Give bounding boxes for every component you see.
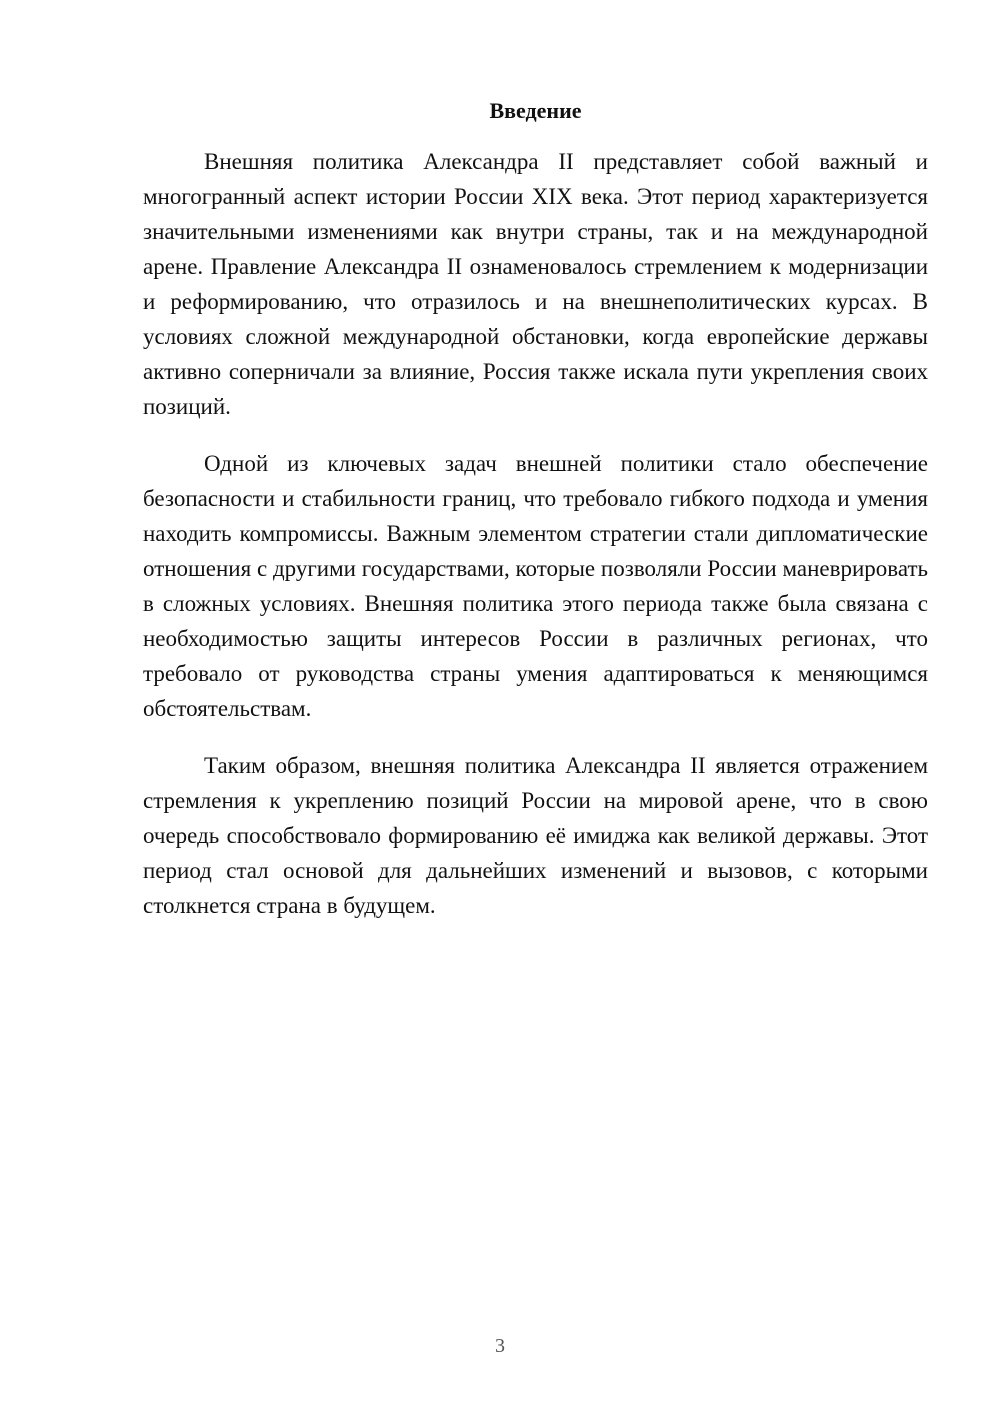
paragraph-2: Одной из ключевых задач внешней политики стало обеспечение безопасности и стабильности границ, что требовало гибкого подхода и умения находить компромиссы. Важным элементом стратегии стали дипломатические отношения с другими государствами, которые позволяли России маневрировать в сложных условиях. Внешняя политика этого периода также была связана с необходимостью защиты интересов России в различных регионах, что требовало от руководства страны умения адаптироваться к меняющимся обстоятельствам. xyxy=(143,451,928,721)
paragraph-1: Внешняя политика Александра II представляет собой важный и многогранный аспект истории России XIX века. Этот период характеризуется значительными изменениями как внутри страны, так и на международной арене. Правление Александра II ознаменовалось стремлением к модернизации и реформированию, что отразилось и на внешнеполитических курсах. В условиях сложной международной обстановки, когда европейские державы активно соперничали за влияние, Россия также искала пути укрепления своих позиций. xyxy=(143,149,928,419)
page-number: 3 xyxy=(495,1335,505,1357)
section-heading: Введение xyxy=(489,98,582,123)
document-body xyxy=(143,96,928,923)
paragraph-3: Таким образом, внешняя политика Александра II является отражением стремления к укреплению позиций России на мировой арене, что в свою очередь способствовало формированию её имиджа как великой державы. Этот период стал основой для дальнейших изменений и вызовов, с которыми столкнется страна в будущем. xyxy=(143,753,928,918)
